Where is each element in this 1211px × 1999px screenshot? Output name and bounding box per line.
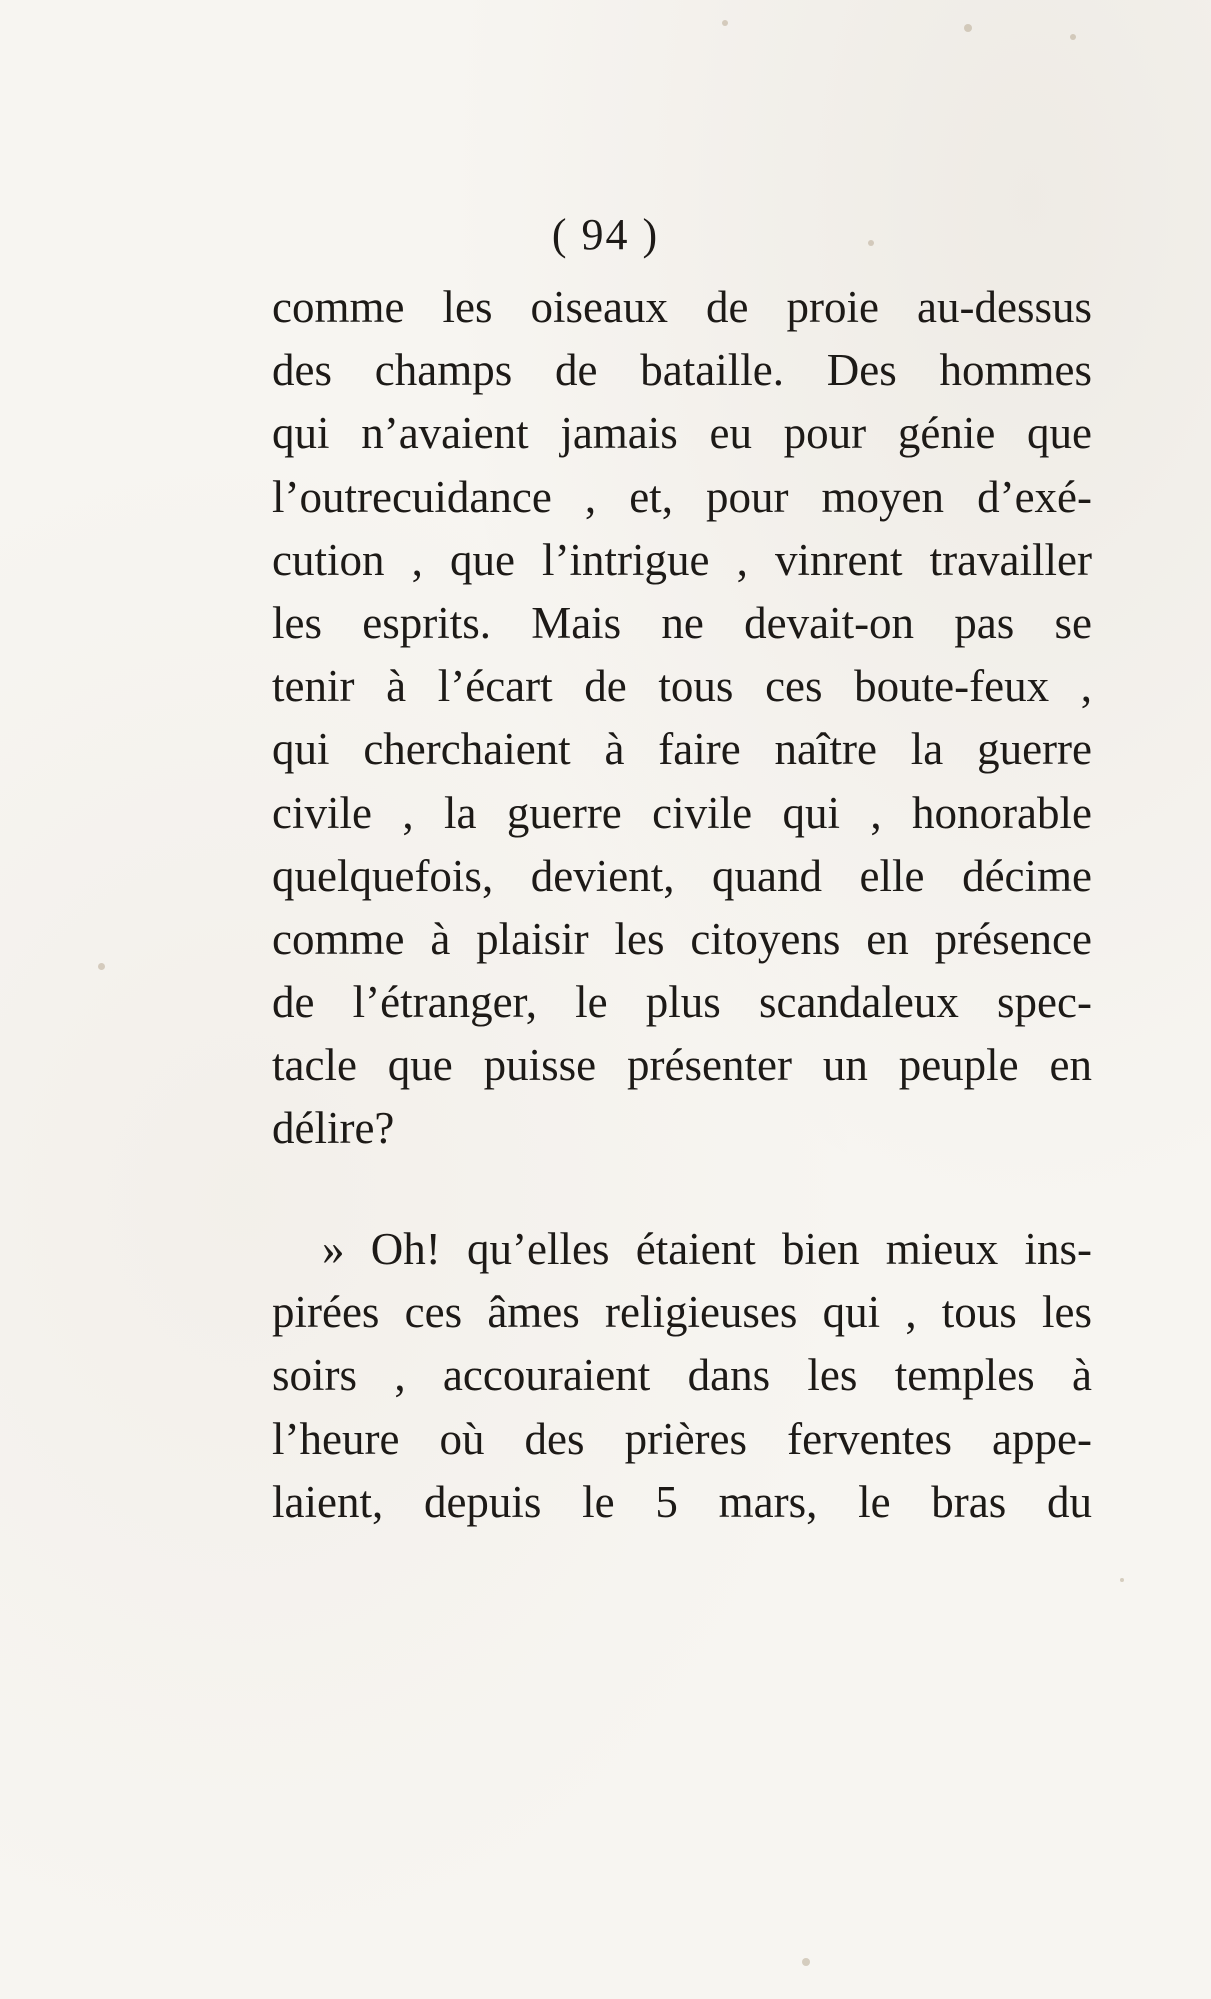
text-line: laient, depuis le 5 mars, le bras du: [272, 1476, 1092, 1527]
text-line: pirées ces âmes religieuses qui , tous les: [272, 1287, 1092, 1338]
text-line: délire?: [272, 1103, 395, 1154]
text-line: de l’étranger, le plus scandaleux spec-: [272, 977, 1092, 1028]
text-line: quelquefois, devient, quand elle décime: [272, 850, 1092, 901]
text-line: » Oh! qu’elles étaient bien mieux ins-: [322, 1224, 1092, 1274]
text-line: comme à plaisir les citoyens en présence: [272, 913, 1092, 964]
text-line: les esprits. Mais ne devait-on pas se: [272, 597, 1092, 648]
text-line: des champs de bataille. Des hommes: [272, 345, 1092, 396]
text-line: tenir à l’écart de tous ces boute-feux ,: [272, 661, 1092, 712]
text-line: comme les oiseaux de proie au-dessus: [272, 282, 1092, 332]
text-line: qui cherchaient à faire naître la guerre: [272, 724, 1092, 775]
paper-speck: [1070, 34, 1076, 40]
paragraph-1: [272, 276, 1092, 1161]
paper-speck: [722, 20, 728, 26]
text-line: tacle que puisse présenter un peuple en: [272, 1040, 1092, 1091]
page-number: ( 94 ): [551, 210, 660, 259]
text-line: l’outrecuidance , et, pour moyen d’exé-: [272, 471, 1092, 522]
text-line: l’heure où des prières ferventes appe-: [272, 1413, 1092, 1464]
paper-speck: [802, 1958, 810, 1966]
text-line: qui n’avaient jamais eu pour génie que: [272, 408, 1092, 459]
text-line: cution , que l’intrigue , vinrent travailler: [272, 534, 1092, 585]
paper-speck: [1120, 1578, 1124, 1582]
paper-speck: [964, 24, 972, 32]
text-line: civile , la guerre civile qui , honorable: [272, 787, 1092, 838]
paper-speck: [98, 963, 105, 970]
paragraph-2: [272, 1218, 1092, 1534]
text-line: soirs , accouraient dans les temples à: [272, 1350, 1092, 1401]
